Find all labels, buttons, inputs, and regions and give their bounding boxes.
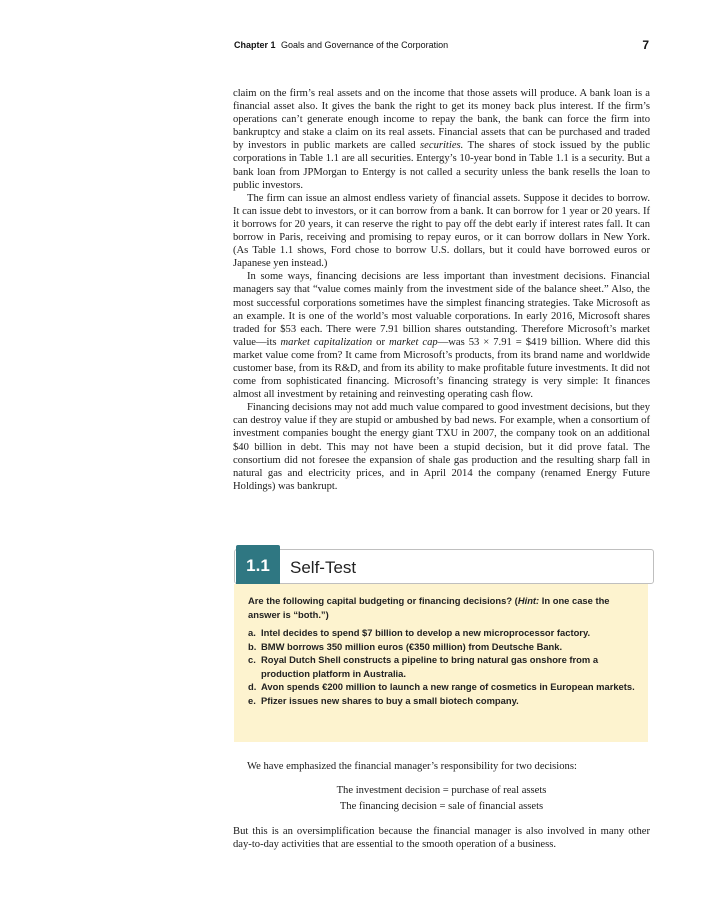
- term-market-capitalization: market capitalization: [280, 336, 373, 348]
- hint-label: Hint:: [517, 595, 540, 606]
- closing-paragraph: But this is an oversimplification because the financial manager is also involved in many other day-to-day activities that are essential to the smooth operation of a business.: [233, 826, 650, 851]
- self-test-content: [234, 584, 648, 742]
- paragraph-4: Financing decisions may not add much value compared to good investment decisions, but they can destroy value if they are stupid or ambushed by bad news. For example, when a consortium of investment companies bought the energy giant TXU in 2007, the company took on an additional $40 billion in debt. This may not have been a stupid decision, but it did prove fatal. The consortium did not foresee the expansion of shale gas production and the resulting sharp fall in natural gas and electricity prices, and in April 2014 the company (renamed Energy Future Holdings) was bankrupt.: [233, 402, 650, 492]
- list-item: c. Royal Dutch Shell constructs a pipeline to bring natural gas onshore from a production platform in Australia.: [248, 654, 599, 679]
- self-test-number-badge: 1.1: [236, 545, 280, 586]
- chapter-title: Goals and Governance of the Corporation: [281, 40, 449, 50]
- running-header: [234, 40, 650, 54]
- list-item: b. BMW borrows 350 million euros (€350 million) from Deutsche Bank.: [248, 640, 563, 652]
- self-test-items: [248, 626, 640, 707]
- self-test-title: Self-Test: [290, 558, 357, 577]
- list-item: a. Intel decides to spend $7 billion to develop a new microprocessor factory.: [248, 627, 591, 638]
- page-number: 7: [642, 38, 649, 52]
- paragraph-1: claim on the firm’s real assets and on the income that those assets will produce. A bank loan is a financial asset also. It gives the bank the right to get its money back plus interest. If the firm’s operations can’t generate enough income to repay the bank, the bank can force the firm into bankruptcy and stake a claim on its real assets. Financial assets that can be purchased and traded by investors in public markets are called securities. The shares of stock issued by the public corporations in Table 1.1 are all securities. Entergy’s 10-year bond in Table 1.1 is a security. But a bank loan from JPMorgan to Entergy is not called a security unless the bank resells the loan to public investors.: [233, 88, 650, 191]
- list-item: d. Avon spends €200 million to launch a new range of cosmetics in European markets.: [248, 681, 635, 692]
- self-test-header: [234, 549, 654, 584]
- closing-text: [233, 760, 650, 851]
- closing-intro: We have emphasized the financial manager’s responsibility for two decisions:: [247, 761, 577, 772]
- list-item: e. Pfizer issues new shares to buy a small biotech company.: [248, 694, 519, 706]
- term-securities: securities.: [420, 140, 464, 152]
- equation-financing: The financing decision = sale of financial assets: [339, 801, 544, 813]
- term-market-cap: market cap: [388, 336, 438, 348]
- equation-investment: The investment decision = purchase of real assets: [336, 785, 547, 797]
- body-text: [233, 87, 650, 493]
- paragraph-2: The firm can issue an almost endless variety of financial assets. Suppose it decides to borrow. It can issue debt to investors, or it can borrow from a bank. It can borrow for 1 year or 20 years. If it borrows for 20 years, it can reserve the right to pay off the debt early if interest rates fall. It can borrow in Paris, receiving and promising to repay euros, or it can borrow dollars in New York. (As Table 1.1 shows, Ford chose to borrow U.S. dollars, but it could have borrowed euros or Japanese yen instead.): [233, 192, 650, 270]
- chapter-label: Chapter 1: [234, 40, 276, 50]
- self-test-question: Are the following capital budgeting or financing decisions? (Hint: In one case the answer is “both.”): [248, 595, 610, 620]
- paragraph-3: In some ways, financing decisions are less important than investment decisions. Financial managers say that “value comes mainly from the investment side of the balance sheet.” Also, the most successful corporations sometimes have the simplest financing strategies. Take Microsoft as an example. It is one of the world’s most valuable corporations. In early 2016, Microsoft shares traded for $53 each. There were 7.91 billion shares outstanding. Therefore Microsoft’s market value—its market capitalization or market cap—was 53 × 7.91 = $419 billion. Where did this market value come from? It came from Microsoft’s products, from its brand name and worldwide customer base, from its R&D, and from its ability to make profitable future investments. It did not come from sophisticated financing. Microsoft’s financing strategy is very simple: It finances almost all investment by retaining and reinvesting operating cash flow.: [233, 271, 650, 401]
- self-test-box: [234, 549, 654, 742]
